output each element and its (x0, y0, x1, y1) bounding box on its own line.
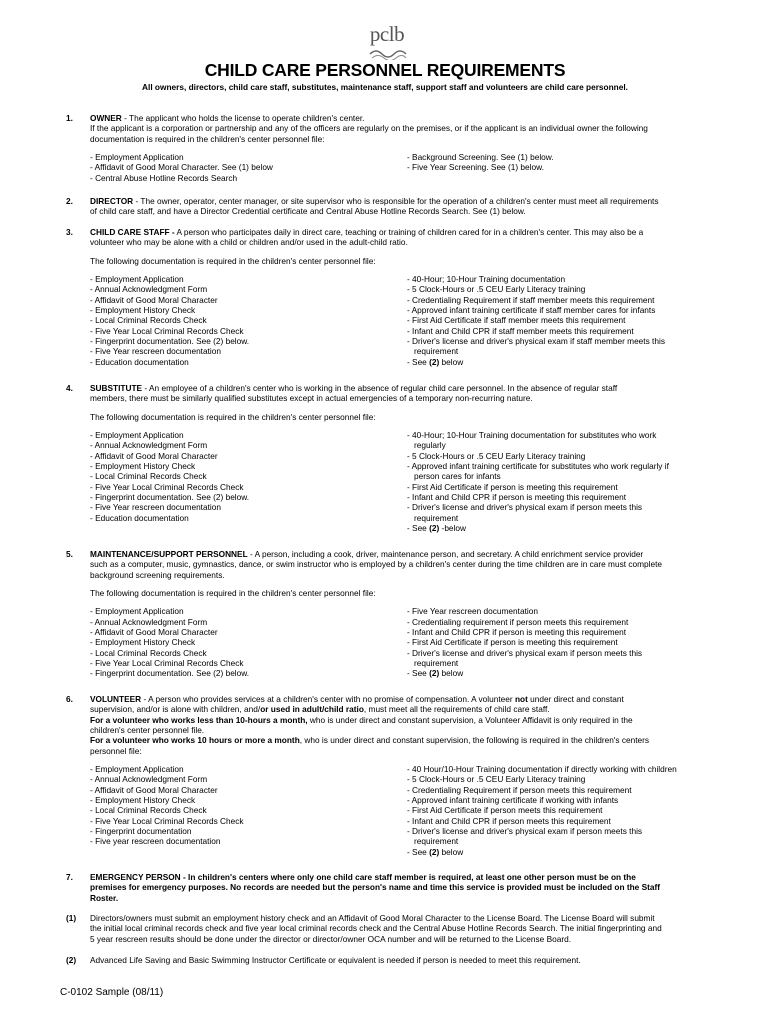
list-item: - Credentialing Requirement if staff member meets this requirement (406, 294, 655, 305)
section-number: 2. (66, 196, 73, 206)
list-item: - Background Screening. See (1) below. (406, 152, 554, 163)
section-number: 6. (66, 694, 73, 704)
list-item: - Credentialing requirement if person meets this requirement (406, 616, 629, 627)
list-item: - 40-Hour; 10-Hour Training documentation for substitutes who work (406, 430, 657, 441)
list-item: - Approved infant training certificate if working with infants (406, 795, 619, 806)
logo-wave-icon (368, 46, 408, 60)
footnote-text: 5 year rescreen results should be done under the director or director/owner OCA number and will be returned to the License Board. (90, 933, 572, 944)
section-text: volunteer who may be alone with a child or children and/or used in the adult-child ratio. (90, 237, 408, 248)
section-volunteer: 6. VOLUNTEER - A person who provides services at a children's center with no promise of compensation. A volunteer not under direct and constant supervision, and/or is alone with children, and/or used in adult/child ratio, must meet all the requirements of child care staff. For a volunteer who works less than 10-hours a month, who is under direct and constant supervision, a Volunteer Affidavit is only required in the children's center personnel file. For a volunteer who works 10 hours or more a month, who is under direct and constant supervision, the following is required in the children's centers personnel file: - Employment Application - Annual Acknowledgment Form - Affidavit of Good Moral Character - Employment History Check - Local Criminal Records Check - Five Year Local Criminal Records Check - Fingerprint documentation - Five year rescreen documentation - 40 Hour/10-Hour Training documentation if directly working with children - 5 Clock-Hours or .5 CEU Early Literacy training - Credentialing Requirement if person meets this requirement - Approved infant training certificate if working with infants - First Aid Certificate if person meets this requirement - Infant and Child CPR if person meets this requirement - Driver's license and driver's physical exam if person meets this requirement - See (2) below (66, 694, 706, 857)
logo-text: pclb (369, 22, 405, 46)
footnote-2 (66, 955, 706, 965)
list-item: - 5 Clock-Hours or .5 CEU Early Literacy training (406, 774, 586, 785)
list-item: - Approved infant training certificate for substitutes who work regularly if (406, 461, 669, 472)
list-item: - Employment Application (90, 764, 184, 775)
list-item: - Employment Application (90, 430, 184, 441)
list-item: - Affidavit of Good Moral Character. See (1) below (90, 162, 273, 173)
section-intro: The following documentation is required in the children's center personnel file: (90, 255, 376, 266)
list-item: - Infant and Child CPR if staff member meets this requirement (406, 325, 634, 336)
list-item: - Five Year Screening. See (1) below. (406, 162, 544, 173)
list-item: - Fingerprint documentation. See (2) below. (90, 668, 250, 679)
section-text: A person who participates daily in direct care, teaching or training of children cared for in a children's center. This may also be a (174, 227, 644, 237)
requirements-left-list (90, 764, 407, 857)
list-item: - See (2) -below (406, 523, 466, 534)
list-item-continuation: requirement (413, 346, 459, 357)
list-item: - Local Criminal Records Check (90, 471, 207, 482)
section-heading: EMERGENCY PERSON (90, 872, 181, 882)
list-item-continuation: person cares for infants (413, 471, 501, 482)
list-item: - Fingerprint documentation (90, 826, 192, 837)
list-item: - Local Criminal Records Check (90, 805, 207, 816)
list-item: - Five Year rescreen documentation (90, 346, 221, 357)
list-item: - Affidavit of Good Moral Character (90, 627, 218, 638)
list-item: - Five Year rescreen documentation (406, 606, 538, 617)
section-substitute (66, 383, 706, 533)
list-item: - Fingerprint documentation. See (2) below. (90, 492, 250, 503)
section-number: 7. (66, 872, 73, 882)
section-heading: VOLUNTEER (90, 694, 142, 704)
list-item: - Five Year rescreen documentation (90, 502, 221, 513)
section-heading: CHILD CARE STAFF - (90, 227, 175, 237)
section-child-care-staff (66, 227, 706, 367)
list-item: - Fingerprint documentation. See (2) below. (90, 336, 250, 347)
list-item: - Infant and Child CPR if person is meeting this requirement (406, 627, 627, 638)
section-number: 3. (66, 227, 73, 237)
list-item: - Employment History Check (90, 795, 196, 806)
list-item: - Infant and Child CPR if person is meeting this requirement (406, 492, 627, 503)
list-item: - Five Year Local Criminal Records Check (90, 815, 244, 826)
list-item: - Annual Acknowledgment Form (90, 774, 208, 785)
list-item: - Annual Acknowledgment Form (90, 440, 208, 451)
section-text: background screening requirements. (90, 569, 225, 580)
footnote-number: (2) (66, 955, 77, 965)
section-number: 5. (66, 549, 73, 559)
requirements-right-list (407, 764, 706, 857)
list-item: - 40 Hour/10-Hour Training documentation if directly working with children (406, 764, 677, 775)
list-item: - Driver's license and driver's physical exam if person meets this (406, 502, 643, 513)
list-item: - Five Year Local Criminal Records Check (90, 481, 244, 492)
list-item: - First Aid Certificate if staff member meets this requirement (406, 315, 626, 326)
list-item: - First Aid Certificate if person is meeting this requirement (406, 637, 618, 648)
list-item-continuation: requirement (413, 512, 459, 523)
list-item: - Affidavit of Good Moral Character (90, 784, 218, 795)
section-text: documentation is required in the children's center personnel file: (90, 133, 325, 144)
list-item: - Employment Application (90, 274, 184, 285)
requirements-right-list (407, 430, 706, 533)
footnote-text: Directors/owners must submit an employment history check and an Affidavit of Good Moral Character to the License Board. The License Board will submit (90, 913, 655, 923)
footnote-number: (1) (66, 913, 77, 923)
section-emergency-person (66, 872, 706, 903)
list-item: - Infant and Child CPR if person meets this requirement (406, 815, 611, 826)
requirements-right-list (407, 152, 706, 183)
list-item: - Employment Application (90, 152, 184, 163)
section-text: - A person, including a cook, driver, maintenance person, and secretary. A child enrichment service provider (247, 549, 644, 559)
footnote-text: Advanced Life Saving and Basic Swimming Instructor Certificate or equivalent is needed if person is needed to meet this requirement. (90, 955, 581, 965)
section-text: - The applicant who holds the license to operate children's center. (121, 113, 365, 123)
section-maintenance (66, 549, 706, 679)
requirements-right-list (407, 606, 706, 678)
section-text: premises for emergency purposes. No records are needed but the person's name and time this service is provided must be included on the Staff (90, 882, 661, 893)
list-item: - First Aid Certificate if person meets this requirement (406, 805, 603, 816)
list-item-continuation: requirement (413, 836, 459, 847)
list-item: - Driver's license and driver's physical exam if person meets this (406, 826, 643, 837)
list-item: - 5 Clock-Hours or .5 CEU Early Literacy training (406, 450, 586, 461)
list-item: - 5 Clock-Hours or .5 CEU Early Literacy training (406, 284, 586, 295)
section-text: personnel file: (90, 745, 142, 756)
section-text: - In children's centers where only one child care staff member is required, at least one other person must be on the (180, 872, 636, 882)
list-item: - Employment History Check (90, 637, 196, 648)
list-item: - Approved infant training certificate if staff member cares for infants (406, 305, 656, 316)
list-item: - First Aid Certificate if person is meeting this requirement (406, 481, 618, 492)
list-item: - See (2) below (406, 668, 464, 679)
section-text: - The owner, operator, center manager, or site supervisor who is responsible for the operation of a children's center must meet all requirements (133, 196, 659, 206)
section-heading: SUBSTITUTE (90, 383, 143, 393)
list-item: - Annual Acknowledgment Form (90, 284, 208, 295)
list-item: - Driver's license and driver's physical exam if person meets this (406, 647, 643, 658)
requirements-left-list (90, 430, 407, 533)
list-item: - Five Year Local Criminal Records Check (90, 325, 244, 336)
footnote-1 (66, 913, 706, 944)
list-item-continuation: requirement (413, 658, 459, 669)
section-text: of child care staff, and have a Director Credential certificate and Central Abuse Hotline Records Search. See (1) below. (90, 206, 526, 217)
list-item: - Affidavit of Good Moral Character (90, 450, 218, 461)
section-intro: The following documentation is required in the children's center personnel file: (90, 411, 376, 422)
list-item: - Employment History Check (90, 461, 196, 472)
list-item: - Employment History Check (90, 305, 196, 316)
pclb-logo (362, 22, 412, 60)
section-owner (66, 113, 706, 183)
list-item: - Education documentation (90, 356, 189, 367)
list-item: - Local Criminal Records Check (90, 647, 207, 658)
page-subtitle: All owners, directors, child care staff, substitutes, maintenance staff, support staff and volunteers are child care personnel. (142, 82, 628, 92)
list-item: - Employment Application (90, 606, 184, 617)
requirements-left-list (90, 274, 407, 367)
list-item: - Credentialing Requirement if person meets this requirement (406, 784, 632, 795)
section-intro: The following documentation is required in the children's center personnel file: (90, 588, 376, 599)
list-item: - Five year rescreen documentation (90, 836, 221, 847)
footnote-text: the initial local criminal records check and five year local criminal records check and the Central Abuse Hotline Records Search. The initial fingerprinting and (90, 923, 662, 934)
requirements-left-list (90, 152, 407, 183)
section-text: Roster. (90, 892, 119, 903)
section-heading: OWNER (90, 113, 122, 123)
list-item: - Affidavit of Good Moral Character (90, 294, 218, 305)
list-item: - See (2) below (406, 356, 464, 367)
list-item: - 40-Hour; 10-Hour Training documentation (406, 274, 566, 285)
list-item: - See (2) below (406, 846, 464, 857)
section-director (66, 196, 706, 217)
list-item-continuation: regularly (413, 440, 446, 451)
page-title: CHILD CARE PERSONNEL REQUIREMENTS (204, 60, 566, 80)
form-footer: C-0102 Sample (08/11) (60, 987, 164, 998)
section-text: such as a computer, music, gymnastics, dance, or swim instructor who is employed by a children's center during the time children are in care must complete (90, 559, 663, 570)
section-text: members, there must be similarly qualified substitutes except in actual emergencies of a temporary non-recurring nature. (90, 393, 533, 404)
list-item: - Annual Acknowledgment Form (90, 616, 208, 627)
section-heading: DIRECTOR (90, 196, 134, 206)
section-text: children's center personnel file. (90, 725, 205, 736)
section-text: If the applicant is a corporation or partnership and any of the officers are regularly on the premises, or if the applicant is an individual owner the following (90, 123, 648, 134)
requirements-left-list (90, 606, 407, 678)
list-item: - Education documentation (90, 512, 189, 523)
section-number: 1. (66, 113, 73, 123)
list-item: - Five Year Local Criminal Records Check (90, 658, 244, 669)
requirements-right-list (407, 274, 706, 367)
section-heading: MAINTENANCE/SUPPORT PERSONNEL (90, 549, 248, 559)
section-number: 4. (66, 383, 73, 393)
list-item: - Central Abuse Hotline Records Search (90, 172, 238, 183)
section-text: - An employee of a children's center who is working in the absence of regular child care personnel. In the absence of regular staff (142, 383, 618, 393)
list-item: - Local Criminal Records Check (90, 315, 207, 326)
list-item: - Driver's license and driver's physical exam if staff member meets this (406, 336, 665, 347)
